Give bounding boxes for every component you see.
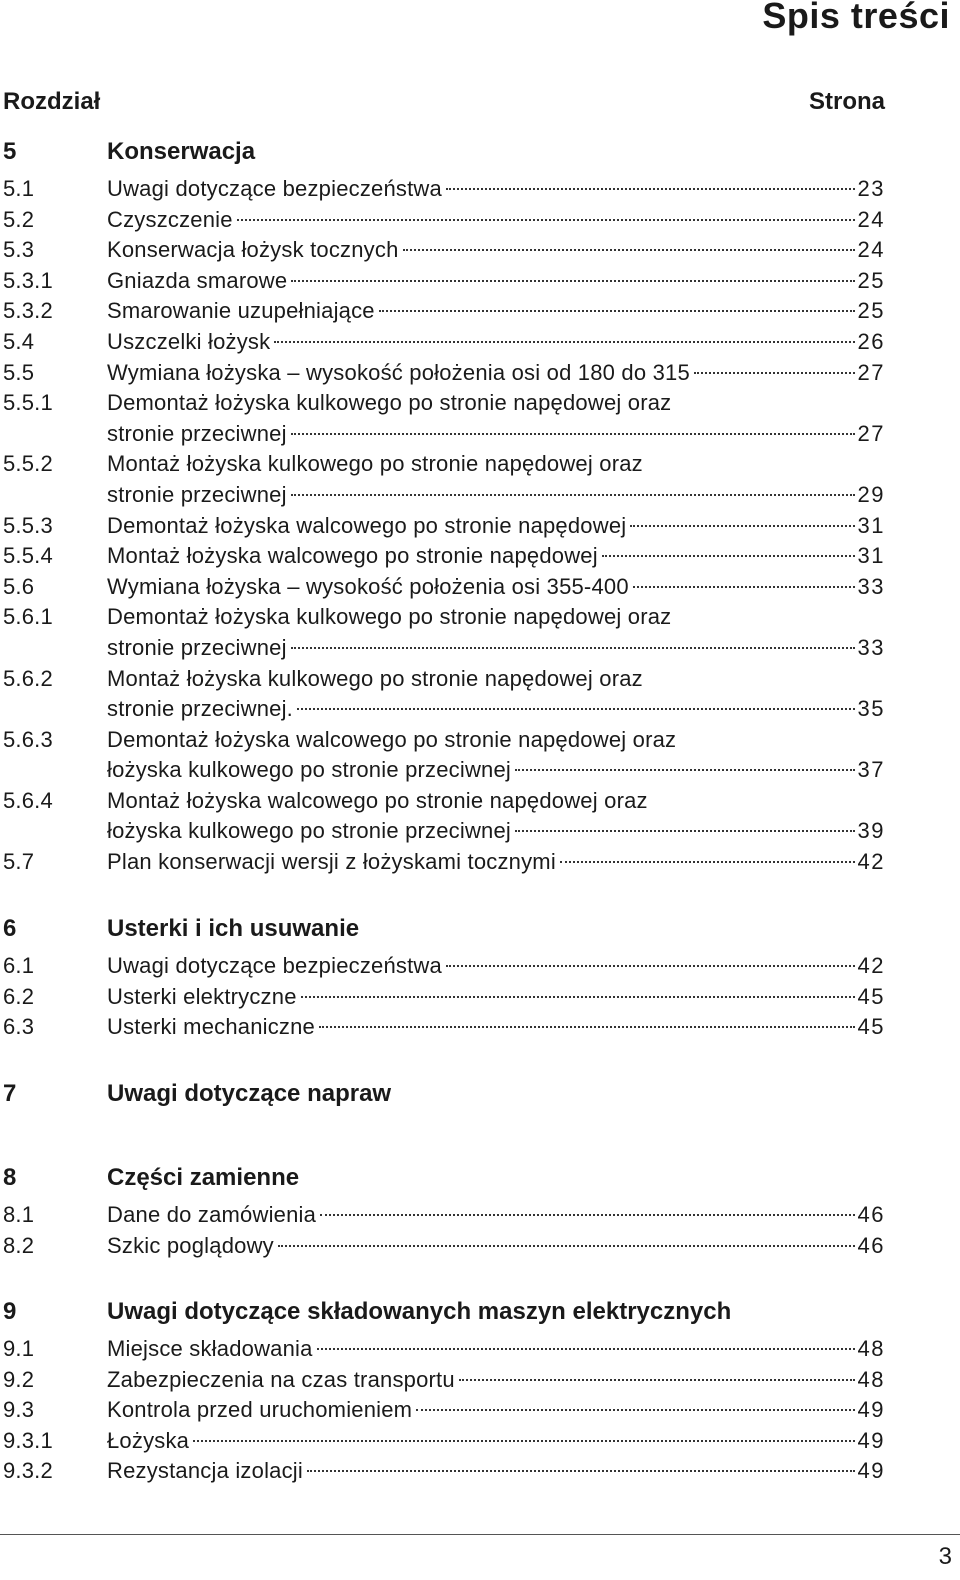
section-number: 6.1 bbox=[3, 953, 35, 978]
section-number: 9.2 bbox=[3, 1366, 35, 1392]
chapter-section bbox=[3, 134, 885, 878]
section-number: 5.6 bbox=[3, 573, 35, 599]
page-reference: 33 bbox=[857, 634, 885, 660]
page-reference: 42 bbox=[857, 849, 885, 875]
section-title-line bbox=[107, 816, 885, 847]
footer-divider bbox=[0, 1534, 960, 1535]
section-title-line bbox=[107, 388, 885, 419]
section-title bbox=[107, 602, 885, 663]
toc-entry[interactable] bbox=[3, 1200, 885, 1231]
section-title bbox=[107, 541, 885, 572]
section-title-line bbox=[107, 266, 885, 297]
page-reference: 39 bbox=[857, 818, 885, 844]
section-title-line bbox=[107, 633, 885, 664]
chapter-heading[interactable] bbox=[3, 1294, 885, 1330]
section-number: 5.1 bbox=[3, 176, 35, 201]
section-title-line bbox=[107, 951, 885, 982]
section-title-text: Rezystancja izolacji bbox=[107, 1458, 303, 1484]
section-number: 9.3.1 bbox=[3, 1427, 53, 1453]
section-title bbox=[107, 847, 885, 878]
section-number: 6.3 bbox=[3, 1014, 35, 1040]
page-reference: 46 bbox=[857, 1232, 885, 1258]
section-title-text: Dane do zamówienia bbox=[107, 1202, 317, 1227]
section-title-line bbox=[107, 511, 885, 542]
section-title-line bbox=[107, 1395, 885, 1426]
section-title-text: Montaż łożyska kulkowego po stronie napędowej oraz bbox=[107, 451, 643, 477]
section-title-line bbox=[107, 755, 885, 786]
section-title-line bbox=[107, 847, 885, 878]
section-title-text: Uwagi dotyczące bezpieczeństwa bbox=[107, 953, 442, 978]
chapter-title: Usterki i ich usuwanie bbox=[107, 915, 360, 942]
page-reference: 35 bbox=[857, 696, 885, 722]
section-title-text: Plan konserwacji wersji z łożyskami tocznymi bbox=[107, 849, 556, 875]
section-title-text: Montaż łożyska walcowego po stronie napędowej bbox=[107, 543, 598, 569]
dot-leader bbox=[416, 1409, 854, 1411]
page-reference: 29 bbox=[857, 481, 885, 507]
chapter-number: 7 bbox=[3, 1080, 17, 1107]
chapter-section bbox=[3, 1294, 885, 1487]
chapter-title: Uwagi dotyczące napraw bbox=[107, 1080, 392, 1107]
section-title-text: Demontaż łożyska walcowego po stronie napędowej oraz bbox=[107, 726, 677, 752]
section-title-line bbox=[107, 725, 885, 756]
toc-entry[interactable] bbox=[3, 174, 885, 205]
section-title bbox=[107, 327, 885, 358]
dot-leader bbox=[602, 555, 855, 557]
section-title-line bbox=[107, 1365, 885, 1396]
page-reference: 26 bbox=[857, 328, 885, 354]
section-title-text: Wymiana łożyska – wysokość położenia osi od 180 do 315 bbox=[107, 359, 690, 385]
chapter-number: 5 bbox=[3, 138, 17, 165]
section-number: 8.1 bbox=[3, 1202, 35, 1227]
toc-entry[interactable] bbox=[3, 847, 885, 878]
section-title-text: Uszczelki łożysk bbox=[107, 328, 271, 354]
section-title-text: Zabezpieczenia na czas transportu bbox=[107, 1366, 455, 1392]
dot-leader bbox=[291, 433, 855, 435]
dot-leader bbox=[307, 1470, 855, 1472]
section-title-text: Konserwacja łożysk tocznych bbox=[107, 237, 399, 263]
page-number: 3 bbox=[938, 1543, 952, 1570]
dot-leader bbox=[560, 861, 855, 863]
chapter-section bbox=[3, 1160, 885, 1261]
section-title-line bbox=[107, 541, 885, 572]
toc-entry[interactable] bbox=[3, 1456, 885, 1487]
page-title: Spis treści bbox=[762, 0, 950, 36]
section-title-line bbox=[107, 449, 885, 480]
section-title-line bbox=[107, 205, 885, 236]
page-reference: 42 bbox=[857, 953, 885, 978]
section-title-text: Montaż łożyska walcowego po stronie napędowej oraz bbox=[107, 787, 648, 813]
section-title bbox=[107, 786, 885, 847]
page-reference: 27 bbox=[857, 359, 885, 385]
section-title-text: Demontaż łożyska kulkowego po stronie napędowej oraz bbox=[107, 390, 672, 416]
section-title bbox=[107, 1365, 885, 1396]
chapter-heading[interactable] bbox=[3, 134, 885, 170]
section-number: 8.2 bbox=[3, 1232, 35, 1258]
dot-leader bbox=[446, 965, 855, 967]
section-title bbox=[107, 511, 885, 542]
section-number: 5.6.4 bbox=[3, 787, 53, 813]
page-reference: 24 bbox=[857, 206, 885, 232]
section-number: 9.3.2 bbox=[3, 1458, 53, 1484]
section-title-text: Gniazda smarowe bbox=[107, 267, 288, 293]
chapter-section bbox=[3, 1076, 885, 1112]
section-title-text: stronie przeciwnej bbox=[107, 420, 287, 446]
section-title bbox=[107, 388, 885, 449]
toc-entry[interactable] bbox=[3, 235, 885, 266]
section-title bbox=[107, 951, 885, 982]
dot-leader bbox=[297, 708, 855, 710]
toc-entry[interactable] bbox=[3, 1365, 885, 1396]
section-title-text: Uwagi dotyczące bezpieczeństwa bbox=[107, 176, 442, 201]
chapter-section bbox=[3, 911, 885, 1043]
chapter-heading[interactable] bbox=[3, 1160, 885, 1196]
chapter-heading[interactable] bbox=[3, 1076, 885, 1112]
toc-entry[interactable] bbox=[3, 388, 885, 449]
section-title-text: Szkic poglądowy bbox=[107, 1232, 274, 1258]
section-number: 5.5.3 bbox=[3, 512, 53, 538]
section-title-text: Usterki elektryczne bbox=[107, 983, 297, 1009]
dot-leader bbox=[633, 586, 855, 588]
page-reference: 46 bbox=[857, 1202, 885, 1227]
dot-leader bbox=[317, 1348, 855, 1350]
page-reference: 45 bbox=[857, 983, 885, 1009]
section-number: 5.3 bbox=[3, 237, 35, 263]
toc-entry[interactable] bbox=[3, 541, 885, 572]
section-number: 5.6.1 bbox=[3, 604, 53, 630]
dot-leader bbox=[515, 769, 855, 771]
dot-leader bbox=[193, 1440, 854, 1442]
page-reference: 31 bbox=[857, 512, 885, 538]
section-number: 5.5 bbox=[3, 359, 35, 385]
dot-leader bbox=[320, 1214, 854, 1216]
toc-entry[interactable] bbox=[3, 511, 885, 542]
chapter-title: Uwagi dotyczące składowanych maszyn elektrycznych bbox=[107, 1298, 732, 1325]
section-title-line bbox=[107, 1426, 885, 1457]
section-title-text: łożyska kulkowego po stronie przeciwnej bbox=[107, 757, 511, 783]
dot-leader bbox=[446, 188, 855, 190]
page-column-label: Strona bbox=[808, 88, 885, 115]
toc-entry[interactable] bbox=[3, 1395, 885, 1426]
page-reference: 27 bbox=[857, 420, 885, 446]
section-title-line bbox=[107, 786, 885, 817]
section-number: 5.4 bbox=[3, 328, 35, 354]
toc-entry[interactable] bbox=[3, 786, 885, 847]
toc-entry[interactable] bbox=[3, 1231, 885, 1262]
dot-leader bbox=[291, 647, 855, 649]
table-of-contents bbox=[3, 0, 885, 1520]
page-reference: 24 bbox=[857, 237, 885, 263]
section-title bbox=[107, 1456, 885, 1487]
section-number: 9.3 bbox=[3, 1397, 35, 1423]
section-title-line bbox=[107, 982, 885, 1013]
section-title bbox=[107, 1426, 885, 1457]
page-reference: 49 bbox=[857, 1458, 885, 1484]
section-number: 5.2 bbox=[3, 206, 35, 232]
section-title bbox=[107, 266, 885, 297]
toc-entry[interactable] bbox=[3, 982, 885, 1013]
section-title bbox=[107, 1231, 885, 1262]
chapter-title: Części zamienne bbox=[107, 1164, 300, 1191]
section-title bbox=[107, 358, 885, 389]
chapter-number: 8 bbox=[3, 1164, 17, 1191]
toc-entry[interactable] bbox=[3, 296, 885, 327]
section-title-line bbox=[107, 664, 885, 695]
dot-leader bbox=[278, 1245, 855, 1247]
section-title-text: Smarowanie uzupełniające bbox=[107, 298, 375, 324]
section-title bbox=[107, 725, 885, 786]
section-title-line bbox=[107, 602, 885, 633]
section-number: 6.2 bbox=[3, 983, 35, 1009]
section-title bbox=[107, 1395, 885, 1426]
section-title-line bbox=[107, 235, 885, 266]
page-reference: 25 bbox=[857, 267, 885, 293]
chapter-number: 9 bbox=[3, 1298, 17, 1325]
dot-leader bbox=[630, 525, 854, 527]
toc-entry[interactable] bbox=[3, 266, 885, 297]
section-number: 5.5.1 bbox=[3, 390, 53, 416]
section-title bbox=[107, 205, 885, 236]
section-title-text: łożyska kulkowego po stronie przeciwnej bbox=[107, 818, 511, 844]
page-reference: 49 bbox=[857, 1397, 885, 1423]
toc-entry[interactable] bbox=[3, 951, 885, 982]
section-title bbox=[107, 296, 885, 327]
toc-entry[interactable] bbox=[3, 664, 885, 725]
section-number: 5.6.3 bbox=[3, 726, 53, 752]
section-number: 5.7 bbox=[3, 849, 35, 875]
section-title-line bbox=[107, 694, 885, 725]
dot-leader bbox=[319, 1026, 855, 1028]
section-title-line bbox=[107, 1334, 885, 1365]
section-title bbox=[107, 1334, 885, 1365]
dot-leader bbox=[515, 830, 855, 832]
toc-entry[interactable] bbox=[3, 449, 885, 510]
dot-leader bbox=[291, 280, 854, 282]
toc-entry[interactable] bbox=[3, 1426, 885, 1457]
page-reference: 48 bbox=[857, 1366, 885, 1392]
section-title bbox=[107, 1200, 885, 1231]
dot-leader bbox=[291, 494, 855, 496]
toc-entry[interactable] bbox=[3, 602, 885, 663]
dot-leader bbox=[274, 341, 854, 343]
section-title-line bbox=[107, 1200, 885, 1231]
section-number: 5.6.2 bbox=[3, 665, 53, 691]
section-title-text: stronie przeciwnej bbox=[107, 634, 287, 660]
toc-entry[interactable] bbox=[3, 358, 885, 389]
page-reference: 23 bbox=[857, 176, 885, 201]
section-number: 9.1 bbox=[3, 1336, 35, 1361]
chapter-heading[interactable] bbox=[3, 911, 885, 947]
section-title-text: Wymiana łożyska – wysokość położenia osi 355-400 bbox=[107, 573, 629, 599]
section-number: 5.3.1 bbox=[3, 267, 53, 293]
section-number: 5.5.2 bbox=[3, 451, 53, 477]
section-title-line bbox=[107, 174, 885, 205]
section-title bbox=[107, 1012, 885, 1043]
page-reference: 48 bbox=[857, 1336, 885, 1361]
section-title-text: Montaż łożyska kulkowego po stronie napędowej oraz bbox=[107, 665, 643, 691]
section-title-line bbox=[107, 358, 885, 389]
page-reference: 45 bbox=[857, 1014, 885, 1040]
section-title-line bbox=[107, 480, 885, 511]
section-title-text: Łożyska bbox=[107, 1427, 190, 1453]
page-reference: 31 bbox=[857, 543, 885, 569]
section-number: 5.3.2 bbox=[3, 298, 53, 324]
page-reference: 49 bbox=[857, 1427, 885, 1453]
chapter-number: 6 bbox=[3, 915, 17, 942]
section-title-line bbox=[107, 1231, 885, 1262]
section-title-line bbox=[107, 327, 885, 358]
section-title-text: Demontaż łożyska kulkowego po stronie napędowej oraz bbox=[107, 604, 672, 630]
section-title bbox=[107, 449, 885, 510]
section-title bbox=[107, 664, 885, 725]
section-number: 5.5.4 bbox=[3, 543, 53, 569]
section-title-line bbox=[107, 572, 885, 603]
section-title-text: Czyszczenie bbox=[107, 206, 233, 232]
section-title bbox=[107, 982, 885, 1013]
section-title bbox=[107, 235, 885, 266]
section-title bbox=[107, 572, 885, 603]
section-title-line bbox=[107, 419, 885, 450]
toc-entry[interactable] bbox=[3, 572, 885, 603]
toc-entry[interactable] bbox=[3, 1334, 885, 1365]
toc-entry[interactable] bbox=[3, 725, 885, 786]
toc-entry[interactable] bbox=[3, 327, 885, 358]
dot-leader bbox=[379, 310, 855, 312]
section-title-text: Kontrola przed uruchomieniem bbox=[107, 1397, 413, 1423]
section-title-text: Demontaż łożyska walcowego po stronie napędowej bbox=[107, 512, 627, 538]
section-title-text: Miejsce składowania bbox=[107, 1336, 313, 1361]
toc-entry[interactable] bbox=[3, 1012, 885, 1043]
section-title-text: stronie przeciwnej. bbox=[107, 696, 293, 722]
chapter-column-label: Rozdział bbox=[3, 88, 101, 115]
section-title-line bbox=[107, 296, 885, 327]
section-title-text: stronie przeciwnej bbox=[107, 481, 287, 507]
section-title bbox=[107, 174, 885, 205]
dot-leader bbox=[301, 996, 855, 998]
chapter-title: Konserwacja bbox=[107, 138, 256, 165]
section-title-text: Usterki mechaniczne bbox=[107, 1014, 315, 1040]
dot-leader bbox=[237, 219, 855, 221]
dot-leader bbox=[459, 1379, 855, 1381]
dot-leader bbox=[403, 249, 855, 251]
section-title-line bbox=[107, 1012, 885, 1043]
toc-entry[interactable] bbox=[3, 205, 885, 236]
page-reference: 33 bbox=[857, 573, 885, 599]
section-title-line bbox=[107, 1456, 885, 1487]
dot-leader bbox=[694, 372, 855, 374]
page-reference: 37 bbox=[857, 757, 885, 783]
page-reference: 25 bbox=[857, 298, 885, 324]
